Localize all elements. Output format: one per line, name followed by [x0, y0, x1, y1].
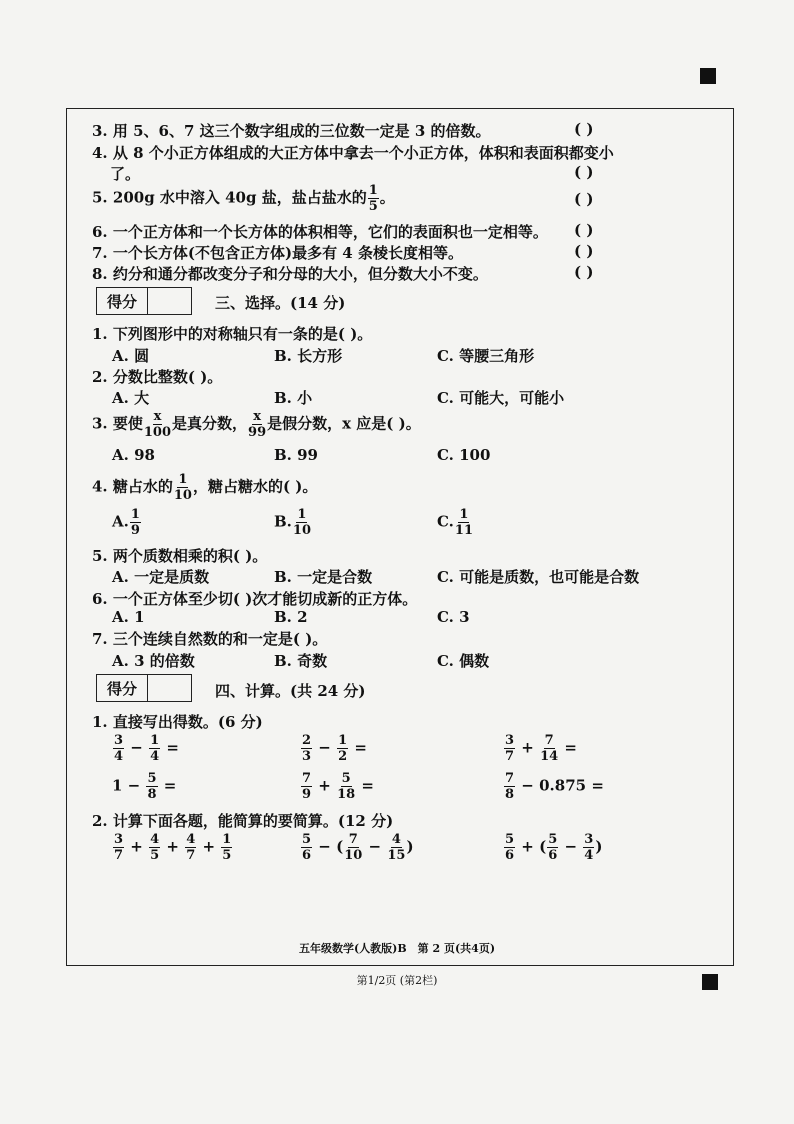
- option-a[interactable]: A. 1: [112, 608, 145, 626]
- expression: $\frac{5}{6}$ + ( $\frac{5}{6}$ − $\frac{3}{4}$ ): [505, 832, 603, 863]
- choice-question-6: 6. 一个正方体至少切( )次才能切成新的正方体。: [92, 590, 418, 608]
- answer-blank[interactable]: ( ): [574, 242, 594, 260]
- answer-blank[interactable]: ( ): [574, 190, 594, 208]
- choice-question-5: 5. 两个质数相乘的积( )。: [92, 547, 268, 565]
- option-c[interactable]: C. 可能大，可能小: [437, 389, 565, 407]
- answer-blank[interactable]: ( ): [574, 263, 594, 281]
- judge-question-4-cont: 了。: [110, 165, 141, 183]
- fraction: $\frac{1}{5}$: [368, 183, 378, 214]
- expression: $\frac{7}{8}$ − 0.875 =: [505, 771, 604, 802]
- expression: $\frac{3}{7}$ + $\frac{4}{5}$ + $\frac{4}{7}$ + $\frac{1}{5}$: [114, 832, 232, 863]
- score-box[interactable]: [96, 674, 192, 702]
- option-b[interactable]: B. 长方形: [274, 347, 343, 365]
- expression: $\frac{5}{6}$ − ( $\frac{7}{10}$ − $\frac{4}{15}$ ): [302, 832, 414, 863]
- calc-part-2-title: 2. 计算下面各题，能简算的要简算。(12 分): [92, 812, 394, 830]
- judge-question-3: 3. 用 5、6、7 这三个数字组成的三位数一定是 3 的倍数。: [92, 122, 491, 140]
- option-b[interactable]: B. 奇数: [274, 652, 328, 670]
- option-b[interactable]: B. $\frac{1}{10}$: [274, 507, 311, 538]
- option-c[interactable]: C. 等腰三角形: [437, 347, 535, 365]
- expression: 1 − $\frac{5}{8}$ =: [112, 771, 177, 802]
- choice-question-3: 3. 要使 $\frac{x}{100}$ 是真分数， $\frac{x}{99}$ 是假分数，x 应是( )。: [92, 409, 421, 440]
- section-title: 三、选择。(14 分): [215, 294, 346, 312]
- option-b[interactable]: B. 99: [274, 446, 318, 464]
- corner-mark-top-right: [700, 68, 716, 84]
- fraction: $\frac{x}{99}$: [248, 409, 267, 440]
- choice-question-4: 4. 糖占水的 $\frac{1}{10}$ ，糖占糖水的( )。: [92, 472, 318, 503]
- option-c[interactable]: C. 3: [437, 608, 470, 626]
- choice-question-2: 2. 分数比整数( )。: [92, 368, 223, 386]
- answer-blank[interactable]: ( ): [574, 163, 594, 181]
- option-b[interactable]: B. 小: [274, 389, 313, 407]
- expression: $\frac{3}{7}$ + $\frac{7}{14}$ =: [505, 733, 577, 764]
- score-box[interactable]: [96, 287, 192, 315]
- section-title: 四、计算。(共 24 分): [215, 682, 366, 700]
- option-c[interactable]: C. 100: [437, 446, 491, 464]
- option-a[interactable]: A. 3 的倍数: [112, 652, 195, 670]
- score-label: 得分: [97, 675, 148, 701]
- option-a[interactable]: A. 98: [112, 446, 155, 464]
- page-indicator: 第1/2页 (第2栏): [356, 974, 438, 987]
- option-c[interactable]: C. 偶数: [437, 652, 490, 670]
- page-footer: 五年级数学(人教版)B 第 2 页(共4页): [298, 942, 496, 955]
- score-label: 得分: [97, 288, 148, 314]
- judge-question-7: 7. 一个长方体(不包含正方体)最多有 4 条棱长度相等。: [92, 244, 463, 262]
- fraction: $\frac{1}{10}$: [173, 472, 192, 503]
- choice-question-1: 1. 下列图形中的对称轴只有一条的是( )。: [92, 325, 373, 343]
- option-a[interactable]: A. 一定是质数: [112, 568, 210, 586]
- judge-question-4: 4. 从 8 个小正方体组成的大正方体中拿去一个小正方体，体积和表面积都变小: [92, 144, 614, 162]
- option-b[interactable]: B. 2: [274, 608, 308, 626]
- choice-question-7: 7. 三个连续自然数的和一定是( )。: [92, 630, 328, 648]
- option-c[interactable]: C. $\frac{1}{11}$: [437, 507, 473, 538]
- option-a[interactable]: A. 圆: [112, 347, 150, 365]
- answer-blank[interactable]: ( ): [574, 120, 594, 138]
- expression: $\frac{3}{4}$ − $\frac{1}{4}$ =: [114, 733, 179, 764]
- calc-part-1-title: 1. 直接写出得数。(6 分): [92, 713, 263, 731]
- answer-blank[interactable]: ( ): [574, 221, 594, 239]
- judge-question-5: 5. 200g 水中溶入 40g 盐，盐占盐水的 $\frac{1}{5}$ 。: [92, 183, 395, 214]
- judge-question-8: 8. 约分和通分都改变分子和分母的大小，但分数大小不变。: [92, 265, 488, 283]
- fraction: $\frac{x}{100}$: [143, 409, 172, 440]
- option-c[interactable]: C. 可能是质数，也可能是合数: [437, 568, 640, 586]
- option-b[interactable]: B. 一定是合数: [274, 568, 373, 586]
- judge-question-6: 6. 一个正方体和一个长方体的体积相等，它们的表面积也一定相等。: [92, 223, 548, 241]
- expression: $\frac{2}{3}$ − $\frac{1}{2}$ =: [302, 733, 367, 764]
- expression: $\frac{7}{9}$ + $\frac{5}{18}$ =: [302, 771, 374, 802]
- option-a[interactable]: A. 大: [112, 389, 150, 407]
- option-a[interactable]: A. $\frac{1}{9}$: [112, 507, 140, 538]
